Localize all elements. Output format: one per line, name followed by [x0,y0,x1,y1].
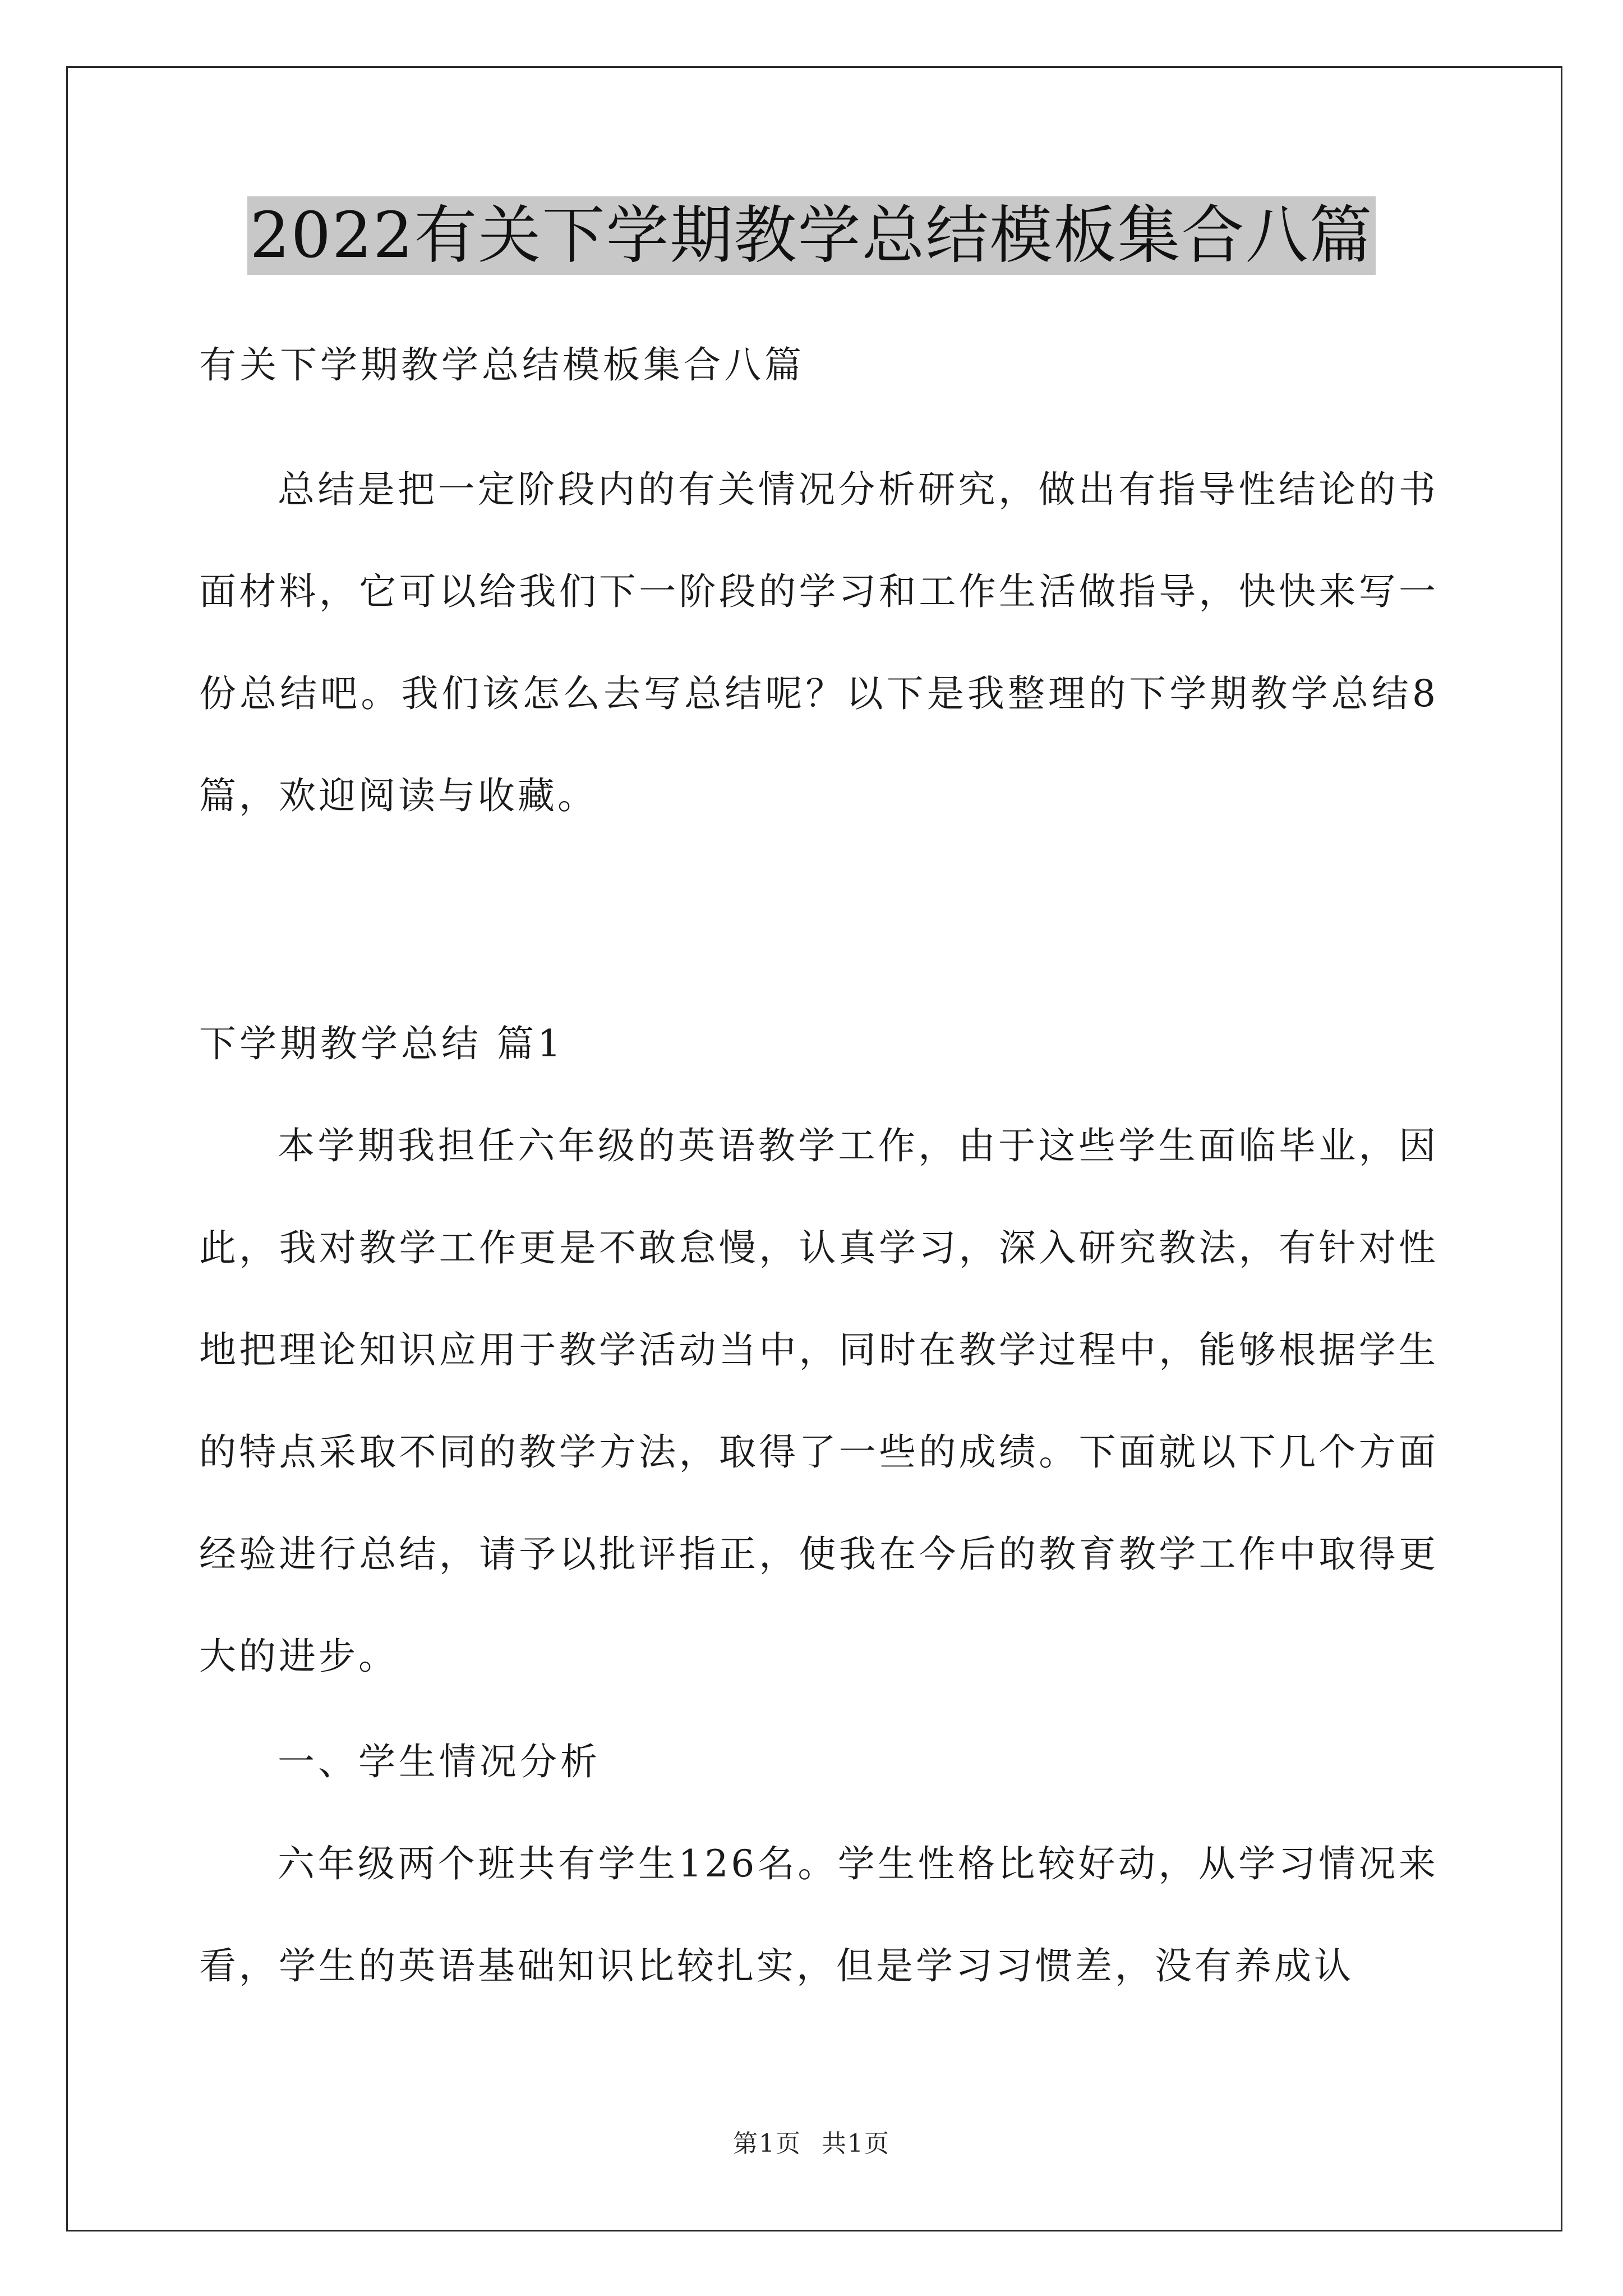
intro-paragraph: 总结是把一定阶段内的有关情况分析研究，做出有指导性结论的书面材料，它可以给我们下一阶段的学习和工作生活做指导，快快来写一份总结吧。我们该怎么去写总结呢？以下是我整理的下学期教学总结8篇，欢迎阅读与收藏。 [199,468,1438,817]
subsection-heading: 一、学生情况分析 [278,1740,601,1783]
section-paragraph: 本学期我担任六年级的英语教学工作，由于这些学生面临毕业，因此，我对教学工作更是不敢怠慢，认真学习，深入研究教法，有针对性地把理论知识应用于教学活动当中，同时在教学过程中，能够根据学生的特点采取不同的教学方法，取得了一些的成绩。下面就以下几个方面经验进行总结，请予以批评指正，使我在今后的教育教学工作中取得更大的进步。 [199,1124,1438,1678]
section-title: 下学期教学总结 篇1 [199,1022,564,1065]
page-number: 第1页 [733,2129,801,2158]
page-footer [0,2123,1623,2159]
document-title: 2022有关下学期教学总结模板集合八篇 [247,196,1375,275]
subsection-paragraph: 六年级两个班共有学生126名。学生性格比较好动，从学习情况来看，学生的英语基础知识比较扎实，但是学习习惯差，没有养成认 [199,1842,1438,1987]
document-subtitle: 有关下学期教学总结模板集合八篇 [199,343,805,386]
title-container [0,196,1623,275]
page-total: 共1页 [822,2129,890,2158]
